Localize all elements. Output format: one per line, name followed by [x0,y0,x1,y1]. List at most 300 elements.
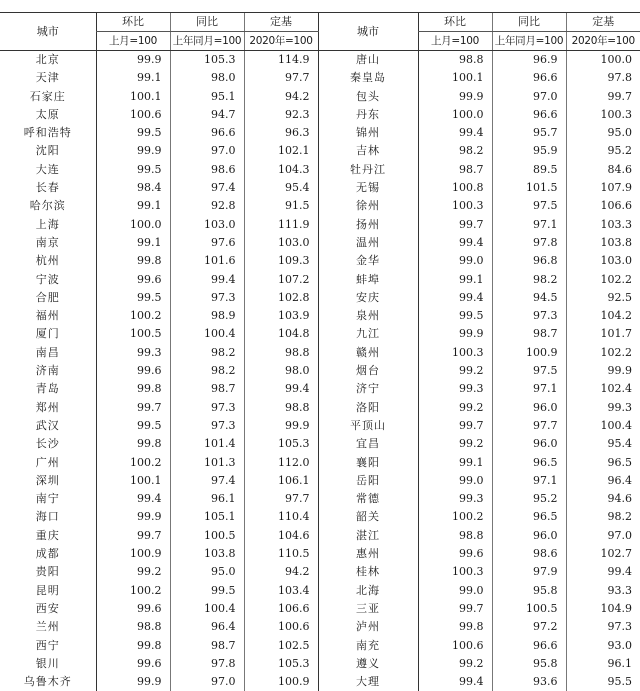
left-city-cell: 大连 [0,161,96,179]
right-mom-cell: 99.7 [418,600,492,618]
right-yoy-cell: 97.1 [492,472,566,490]
right-yoy-cell: 95.8 [492,655,566,673]
right-mom-cell: 99.2 [418,655,492,673]
right-yoy-cell: 101.5 [492,179,566,197]
right-city-cell: 平顶山 [318,417,418,435]
left-city-cell: 太原 [0,106,96,124]
left-fixed-cell: 94.2 [244,88,318,106]
right-city-cell: 安庆 [318,289,418,307]
left-mom-cell: 99.9 [96,142,170,160]
right-yoy-cell: 96.6 [492,106,566,124]
left-city-cell: 合肥 [0,289,96,307]
table-row [0,106,640,124]
left-yoy-cell: 97.4 [170,472,244,490]
right-fixed-cell: 84.6 [566,161,640,179]
left-mom-cell: 99.8 [96,252,170,270]
left-city-cell: 北京 [0,51,96,70]
table-row [0,637,640,655]
left-yoy-cell: 97.0 [170,142,244,160]
right-yoy-cell: 97.2 [492,618,566,636]
left-yoy-cell: 96.4 [170,618,244,636]
table-row [0,655,640,673]
right-city-cell: 襄阳 [318,454,418,472]
table-row [0,472,640,490]
left-mom-cell: 99.8 [96,380,170,398]
left-city-cell: 成都 [0,545,96,563]
table-row [0,307,640,325]
right-yoy-cell: 96.5 [492,454,566,472]
right-yoy-cell: 100.9 [492,344,566,362]
right-fixed-cell: 103.3 [566,216,640,234]
right-mom-cell: 99.1 [418,454,492,472]
fixed-base-left: 2020年=100 [244,32,318,51]
right-yoy-cell: 97.5 [492,197,566,215]
right-fixed-cell: 100.0 [566,51,640,70]
right-mom-cell: 99.4 [418,673,492,691]
left-mom-cell: 100.2 [96,454,170,472]
left-yoy-cell: 98.6 [170,161,244,179]
left-city-cell: 南昌 [0,344,96,362]
right-city-cell: 常德 [318,490,418,508]
right-city-cell: 桂林 [318,563,418,581]
table-row [0,527,640,545]
left-mom-cell: 99.6 [96,271,170,289]
left-city-cell: 长沙 [0,435,96,453]
right-city-cell: 九江 [318,325,418,343]
right-city-cell: 锦州 [318,124,418,142]
right-fixed-cell: 107.9 [566,179,640,197]
table-row [0,252,640,270]
table-body [0,51,640,691]
left-yoy-cell: 97.3 [170,417,244,435]
left-mom-cell: 99.6 [96,362,170,380]
table-row [0,142,640,160]
city-header-right: 城市 [318,13,418,51]
left-fixed-cell: 97.7 [244,69,318,87]
left-mom-cell: 100.2 [96,582,170,600]
left-yoy-cell: 98.2 [170,344,244,362]
right-fixed-cell: 100.3 [566,106,640,124]
right-mom-cell: 99.0 [418,252,492,270]
right-mom-cell: 99.2 [418,435,492,453]
left-city-cell: 贵阳 [0,563,96,581]
left-yoy-cell: 95.1 [170,88,244,106]
left-fixed-cell: 98.0 [244,362,318,380]
right-city-cell: 温州 [318,234,418,252]
left-city-cell: 南京 [0,234,96,252]
right-fixed-cell: 102.7 [566,545,640,563]
left-city-cell: 长春 [0,179,96,197]
right-mom-cell: 99.5 [418,307,492,325]
right-yoy-cell: 97.5 [492,362,566,380]
right-yoy-cell: 94.5 [492,289,566,307]
right-mom-cell: 99.0 [418,472,492,490]
left-yoy-cell: 98.7 [170,637,244,655]
left-fixed-cell: 105.3 [244,655,318,673]
right-city-cell: 扬州 [318,216,418,234]
right-city-cell: 牡丹江 [318,161,418,179]
table-row [0,454,640,472]
right-city-cell: 宜昌 [318,435,418,453]
left-mom-cell: 100.1 [96,88,170,106]
right-fixed-cell: 95.4 [566,435,640,453]
right-city-cell: 洛阳 [318,399,418,417]
right-mom-cell: 100.6 [418,637,492,655]
left-mom-cell: 99.5 [96,161,170,179]
left-city-cell: 郑州 [0,399,96,417]
left-yoy-cell: 101.6 [170,252,244,270]
left-city-cell: 福州 [0,307,96,325]
right-yoy-cell: 96.8 [492,252,566,270]
right-fixed-cell: 102.2 [566,344,640,362]
left-fixed-cell: 110.4 [244,508,318,526]
left-yoy-cell: 103.0 [170,216,244,234]
left-mom-cell: 98.4 [96,179,170,197]
right-city-cell: 北海 [318,582,418,600]
left-mom-cell: 99.6 [96,655,170,673]
right-city-cell: 丹东 [318,106,418,124]
right-mom-cell: 100.3 [418,197,492,215]
right-mom-cell: 100.3 [418,563,492,581]
right-fixed-cell: 92.5 [566,289,640,307]
left-fixed-cell: 91.5 [244,197,318,215]
right-fixed-cell: 95.2 [566,142,640,160]
table-row [0,325,640,343]
left-yoy-cell: 97.3 [170,289,244,307]
left-yoy-cell: 97.8 [170,655,244,673]
left-yoy-cell: 95.0 [170,563,244,581]
left-yoy-cell: 99.5 [170,582,244,600]
right-fixed-cell: 106.6 [566,197,640,215]
left-yoy-cell: 97.0 [170,673,244,691]
right-mom-cell: 98.8 [418,51,492,70]
right-yoy-cell: 96.6 [492,69,566,87]
left-fixed-cell: 92.3 [244,106,318,124]
mom-header-left: 环比 [96,13,170,32]
left-city-cell: 青岛 [0,380,96,398]
table-row [0,673,640,691]
left-fixed-cell: 98.8 [244,344,318,362]
left-city-cell: 天津 [0,69,96,87]
left-fixed-cell: 95.4 [244,179,318,197]
right-city-cell: 吉林 [318,142,418,160]
left-fixed-cell: 99.9 [244,417,318,435]
left-fixed-cell: 104.6 [244,527,318,545]
right-fixed-cell: 96.1 [566,655,640,673]
table-row [0,362,640,380]
left-city-cell: 南宁 [0,490,96,508]
yoy-base-right: 上年同月=100 [492,32,566,51]
right-fixed-cell: 99.4 [566,563,640,581]
right-yoy-cell: 97.0 [492,88,566,106]
right-yoy-cell: 98.6 [492,545,566,563]
left-city-cell: 海口 [0,508,96,526]
table-row [0,344,640,362]
fixed-header-right: 定基 [566,13,640,32]
right-city-cell: 泉州 [318,307,418,325]
left-fixed-cell: 102.1 [244,142,318,160]
left-mom-cell: 100.1 [96,472,170,490]
right-mom-cell: 100.3 [418,344,492,362]
table-row [0,380,640,398]
table-row [0,490,640,508]
yoy-header-left: 同比 [170,13,244,32]
left-mom-cell: 100.2 [96,307,170,325]
left-mom-cell: 99.7 [96,527,170,545]
right-fixed-cell: 96.4 [566,472,640,490]
fixed-base-right: 2020年=100 [566,32,640,51]
right-mom-cell: 99.7 [418,216,492,234]
mom-base-right: 上月=100 [418,32,492,51]
left-fixed-cell: 105.3 [244,435,318,453]
right-fixed-cell: 99.3 [566,399,640,417]
right-mom-cell: 99.9 [418,88,492,106]
left-fixed-cell: 98.8 [244,399,318,417]
left-fixed-cell: 112.0 [244,454,318,472]
left-city-cell: 宁波 [0,271,96,289]
right-city-cell: 秦皇岛 [318,69,418,87]
left-city-cell: 广州 [0,454,96,472]
left-mom-cell: 99.5 [96,417,170,435]
table-row [0,618,640,636]
right-fixed-cell: 101.7 [566,325,640,343]
table-row [0,69,640,87]
right-yoy-cell: 96.0 [492,399,566,417]
right-city-cell: 岳阳 [318,472,418,490]
left-mom-cell: 100.0 [96,216,170,234]
right-fixed-cell: 98.2 [566,508,640,526]
right-fixed-cell: 97.0 [566,527,640,545]
right-city-cell: 蚌埠 [318,271,418,289]
right-city-cell: 泸州 [318,618,418,636]
table-row [0,51,640,70]
right-fixed-cell: 104.9 [566,600,640,618]
left-city-cell: 银川 [0,655,96,673]
right-fixed-cell: 93.3 [566,582,640,600]
left-city-cell: 重庆 [0,527,96,545]
left-city-cell: 深圳 [0,472,96,490]
right-yoy-cell: 95.2 [492,490,566,508]
right-yoy-cell: 97.1 [492,380,566,398]
table-row [0,508,640,526]
right-yoy-cell: 97.3 [492,307,566,325]
left-yoy-cell: 100.5 [170,527,244,545]
right-city-cell: 湛江 [318,527,418,545]
left-yoy-cell: 98.2 [170,362,244,380]
left-fixed-cell: 102.8 [244,289,318,307]
right-yoy-cell: 98.7 [492,325,566,343]
left-mom-cell: 100.5 [96,325,170,343]
left-yoy-cell: 97.6 [170,234,244,252]
left-fixed-cell: 97.7 [244,490,318,508]
right-mom-cell: 99.4 [418,234,492,252]
table-row [0,124,640,142]
left-city-cell: 乌鲁木齐 [0,673,96,691]
left-mom-cell: 99.1 [96,69,170,87]
left-mom-cell: 99.9 [96,673,170,691]
left-yoy-cell: 98.7 [170,380,244,398]
right-city-cell: 无锡 [318,179,418,197]
left-city-cell: 武汉 [0,417,96,435]
left-yoy-cell: 100.4 [170,600,244,618]
right-mom-cell: 99.7 [418,417,492,435]
left-fixed-cell: 96.3 [244,124,318,142]
right-yoy-cell: 93.6 [492,673,566,691]
left-city-cell: 昆明 [0,582,96,600]
right-fixed-cell: 97.8 [566,69,640,87]
left-yoy-cell: 97.3 [170,399,244,417]
left-fixed-cell: 110.5 [244,545,318,563]
left-fixed-cell: 106.6 [244,600,318,618]
left-fixed-cell: 104.3 [244,161,318,179]
right-yoy-cell: 95.7 [492,124,566,142]
left-mom-cell: 99.8 [96,637,170,655]
right-mom-cell: 100.8 [418,179,492,197]
right-fixed-cell: 99.7 [566,88,640,106]
left-mom-cell: 99.4 [96,490,170,508]
right-fixed-cell: 99.9 [566,362,640,380]
left-yoy-cell: 98.0 [170,69,244,87]
table-row [0,161,640,179]
mom-base-left: 上月=100 [96,32,170,51]
table-row [0,545,640,563]
right-fixed-cell: 103.8 [566,234,640,252]
left-city-cell: 上海 [0,216,96,234]
left-fixed-cell: 103.0 [244,234,318,252]
left-city-cell: 杭州 [0,252,96,270]
right-mom-cell: 99.6 [418,545,492,563]
left-mom-cell: 99.1 [96,234,170,252]
right-mom-cell: 100.1 [418,69,492,87]
table-row [0,399,640,417]
right-city-cell: 韶关 [318,508,418,526]
left-mom-cell: 99.5 [96,289,170,307]
yoy-base-left: 上年同月=100 [170,32,244,51]
right-fixed-cell: 95.0 [566,124,640,142]
left-yoy-cell: 96.6 [170,124,244,142]
left-fixed-cell: 107.2 [244,271,318,289]
right-city-cell: 包头 [318,88,418,106]
right-mom-cell: 99.8 [418,618,492,636]
right-mom-cell: 99.4 [418,289,492,307]
left-fixed-cell: 94.2 [244,563,318,581]
right-mom-cell: 98.2 [418,142,492,160]
left-mom-cell: 100.9 [96,545,170,563]
right-yoy-cell: 96.6 [492,637,566,655]
table-row [0,179,640,197]
table-row [0,417,640,435]
right-city-cell: 遵义 [318,655,418,673]
right-yoy-cell: 96.0 [492,527,566,545]
yoy-header-right: 同比 [492,13,566,32]
table-row [0,563,640,581]
right-fixed-cell: 97.3 [566,618,640,636]
right-city-cell: 惠州 [318,545,418,563]
left-fixed-cell: 109.3 [244,252,318,270]
right-yoy-cell: 96.5 [492,508,566,526]
right-yoy-cell: 98.2 [492,271,566,289]
left-yoy-cell: 101.3 [170,454,244,472]
right-mom-cell: 98.8 [418,527,492,545]
right-mom-cell: 99.9 [418,325,492,343]
left-city-cell: 哈尔滨 [0,197,96,215]
city-header-left: 城市 [0,13,96,51]
left-yoy-cell: 100.4 [170,325,244,343]
right-fixed-cell: 96.5 [566,454,640,472]
left-city-cell: 西安 [0,600,96,618]
fixed-header-left: 定基 [244,13,318,32]
header-row-groups [0,13,640,32]
right-fixed-cell: 93.0 [566,637,640,655]
right-fixed-cell: 102.2 [566,271,640,289]
right-yoy-cell: 95.9 [492,142,566,160]
right-yoy-cell: 97.9 [492,563,566,581]
table-row [0,234,640,252]
mom-header-right: 环比 [418,13,492,32]
right-city-cell: 唐山 [318,51,418,70]
left-mom-cell: 99.9 [96,51,170,70]
table-row [0,600,640,618]
left-fixed-cell: 100.6 [244,618,318,636]
left-fixed-cell: 111.9 [244,216,318,234]
right-city-cell: 金华 [318,252,418,270]
right-fixed-cell: 103.0 [566,252,640,270]
right-yoy-cell: 97.8 [492,234,566,252]
left-city-cell: 兰州 [0,618,96,636]
left-city-cell: 沈阳 [0,142,96,160]
right-yoy-cell: 96.0 [492,435,566,453]
left-fixed-cell: 104.8 [244,325,318,343]
left-mom-cell: 99.7 [96,399,170,417]
left-mom-cell: 99.3 [96,344,170,362]
right-fixed-cell: 102.4 [566,380,640,398]
left-fixed-cell: 100.9 [244,673,318,691]
right-fixed-cell: 95.5 [566,673,640,691]
left-yoy-cell: 105.1 [170,508,244,526]
right-mom-cell: 100.0 [418,106,492,124]
table-row [0,88,640,106]
left-yoy-cell: 105.3 [170,51,244,70]
left-yoy-cell: 97.4 [170,179,244,197]
right-mom-cell: 99.2 [418,362,492,380]
price-index-table [0,12,640,691]
left-fixed-cell: 114.9 [244,51,318,70]
left-mom-cell: 99.1 [96,197,170,215]
right-mom-cell: 100.2 [418,508,492,526]
left-yoy-cell: 92.8 [170,197,244,215]
left-mom-cell: 100.6 [96,106,170,124]
right-mom-cell: 98.7 [418,161,492,179]
right-mom-cell: 99.1 [418,271,492,289]
right-mom-cell: 99.2 [418,399,492,417]
right-yoy-cell: 97.1 [492,216,566,234]
left-yoy-cell: 101.4 [170,435,244,453]
right-city-cell: 济宁 [318,380,418,398]
left-city-cell: 呼和浩特 [0,124,96,142]
right-yoy-cell: 96.9 [492,51,566,70]
right-city-cell: 烟台 [318,362,418,380]
right-mom-cell: 99.3 [418,380,492,398]
left-mom-cell: 99.5 [96,124,170,142]
table-row [0,582,640,600]
left-yoy-cell: 99.4 [170,271,244,289]
left-yoy-cell: 103.8 [170,545,244,563]
left-mom-cell: 99.6 [96,600,170,618]
table-row [0,216,640,234]
left-fixed-cell: 103.4 [244,582,318,600]
left-city-cell: 石家庄 [0,88,96,106]
right-city-cell: 赣州 [318,344,418,362]
